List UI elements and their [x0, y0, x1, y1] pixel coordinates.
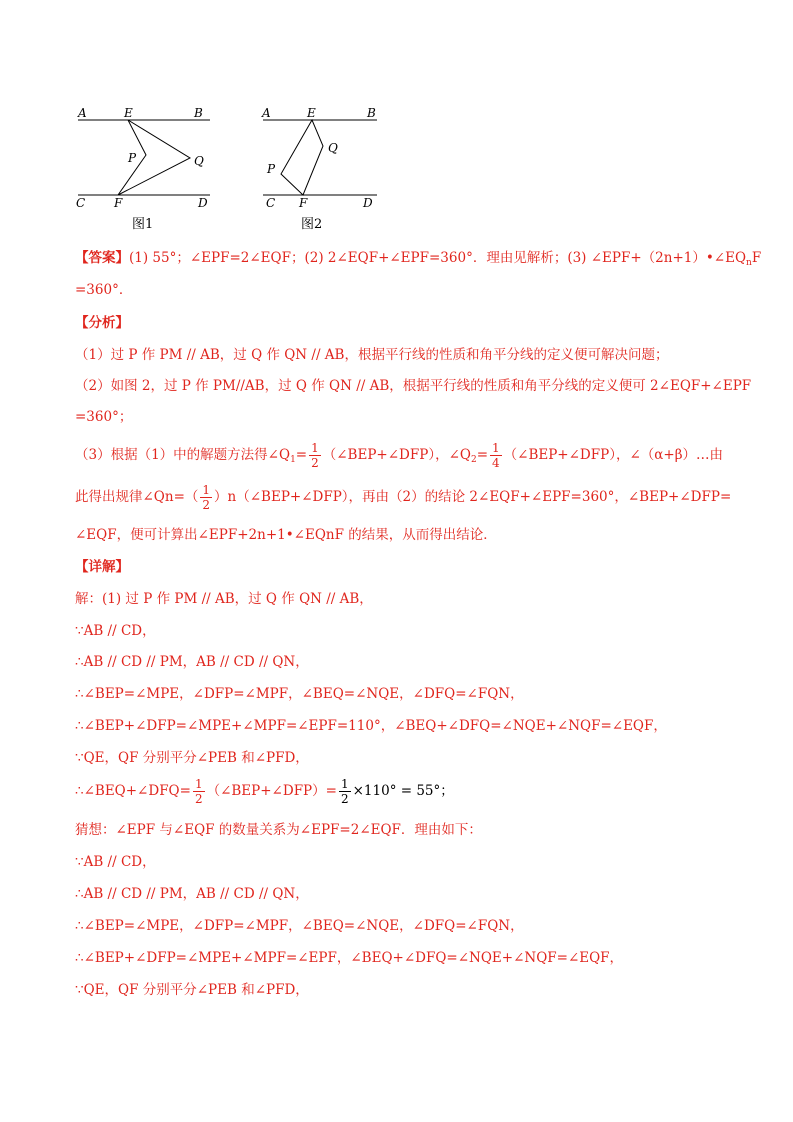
equals: = [295, 447, 308, 463]
analysis-p4-text: ）n（∠BEP+∠DFP），再由（2）的结论 2∠EQF+∠EPF=360°，∠BEP+∠DFP= [214, 489, 732, 505]
answer-line-1 [75, 248, 761, 273]
detail-line: ∵AB // CD， [75, 854, 156, 870]
label-C: C [266, 196, 276, 210]
fraction: $\frac{1}{2}$ [202, 483, 211, 512]
detail-line: ∵QE，QF 分别平分∠PEB 和∠PFD， [75, 750, 309, 766]
answer-subscript: n [746, 258, 752, 268]
detail-line: ∴∠BEP=∠MPE，∠DFP=∠MPF，∠BEQ=∠NQE，∠DFQ=∠FQN， [75, 686, 524, 702]
fraction: $\frac{1}{4}$ [492, 441, 500, 470]
answer-text: (1) 55°；∠EPF=2∠EQF；(2) 2∠EQF+∠EPF=360°．理由见解析；(3) ∠EPF+（2n+1）•∠EQ [129, 250, 747, 266]
analysis-p4 [75, 482, 731, 512]
calc-text: ∴∠BEQ+∠DFQ= [75, 783, 191, 799]
answer-text-end: F [751, 250, 762, 266]
detail-line: 猜想：∠EPF 与∠EQF 的数量关系为∠EPF=2∠EQF．理由如下： [75, 822, 482, 838]
label-A: A [262, 106, 271, 120]
label-F: F [299, 196, 308, 210]
figure-2 [255, 100, 395, 235]
analysis-p3-text: （∠BEP+∠DFP），∠Q [322, 447, 471, 463]
analysis-p3-text: （3）根据（1）中的解题方法得∠Q [75, 447, 291, 463]
figure-caption: 图1 [132, 217, 154, 232]
calc-text: （∠BEP+∠DFP）= [206, 783, 337, 799]
answer-line-2 [75, 280, 132, 300]
figure-1 [70, 100, 230, 235]
analysis-p3 [75, 440, 723, 475]
detail-line: 解：(1) 过 P 作 PM // AB，过 Q 作 QN // AB， [75, 591, 373, 607]
label-A: A [78, 106, 87, 120]
figure-caption: 图2 [301, 217, 323, 232]
detail-line: ∴∠BEP+∠DFP=∠MPE+∠MPF=∠EPF，∠BEQ+∠DFQ=∠NQE+∠NQF=∠EQF， [75, 950, 624, 966]
detail-line: ∵QE，QF 分别平分∠PEB 和∠PFD， [75, 982, 309, 998]
fraction: $\frac{1}{2}$ [194, 777, 203, 806]
label-Q: Q [328, 141, 338, 155]
label-P: P [267, 162, 276, 176]
analysis-p2b: =360°； [75, 409, 133, 425]
fraction: $\frac{1}{2}$ [311, 441, 319, 470]
label-B: B [367, 106, 376, 120]
detail-line: ∴∠BEP=∠MPE，∠DFP=∠MPF，∠BEQ=∠NQE，∠DFQ=∠FQN， [75, 918, 524, 934]
label-C: C [76, 196, 86, 210]
analysis-p2a: （2）如图 2，过 P 作 PM//AB，过 Q 作 QN // AB，根据平行线的性质和角平分线的定义便可 2∠EQF+∠EPF [75, 378, 752, 394]
equals: = [476, 447, 488, 463]
label-Q: Q [194, 154, 204, 168]
detail-line: ∴AB // CD // PM，AB // CD // QN， [75, 654, 309, 670]
detail-tag: 【详解】 [75, 559, 129, 575]
detail-line: ∴AB // CD // PM，AB // CD // QN， [75, 886, 309, 902]
subscript: 1 [290, 455, 296, 465]
detail-calc [75, 776, 454, 806]
detail-line: ∴∠BEP+∠DFP=∠MPE+∠MPF=∠EPF=110°，∠BEQ+∠DFQ=∠NQE+∠NQF=∠EQF， [75, 718, 667, 734]
analysis-tag: 【分析】 [75, 315, 129, 331]
label-E: E [124, 106, 133, 120]
analysis-p5: ∠EQF，便可计算出∠EPF+2n+1•∠EQnF 的结果，从而得出结论． [75, 527, 497, 543]
label-F: F [114, 196, 123, 210]
fraction: $\frac{1}{2}$ [340, 777, 349, 806]
label-P: P [128, 151, 137, 165]
answer-tag: 【答案】 [75, 250, 129, 266]
label-B: B [194, 106, 203, 120]
label-D: D [198, 196, 208, 210]
label-D: D [363, 196, 373, 210]
answer-text-2: =360°． [75, 282, 133, 298]
label-E: E [307, 106, 316, 120]
calc-result: ×110° = 55°； [352, 783, 454, 799]
analysis-p1: （1）过 P 作 PM // AB，过 Q 作 QN // AB，根据平行线的性质和角平分线的定义便可解决问题； [75, 347, 669, 363]
analysis-p3-text: （∠BEP+∠DFP），∠（α+β）…由 [503, 447, 724, 463]
detail-line: ∵AB // CD， [75, 623, 156, 639]
subscript: 2 [470, 455, 477, 465]
analysis-p4-text: 此得出规律∠Qn=（ [75, 489, 199, 505]
